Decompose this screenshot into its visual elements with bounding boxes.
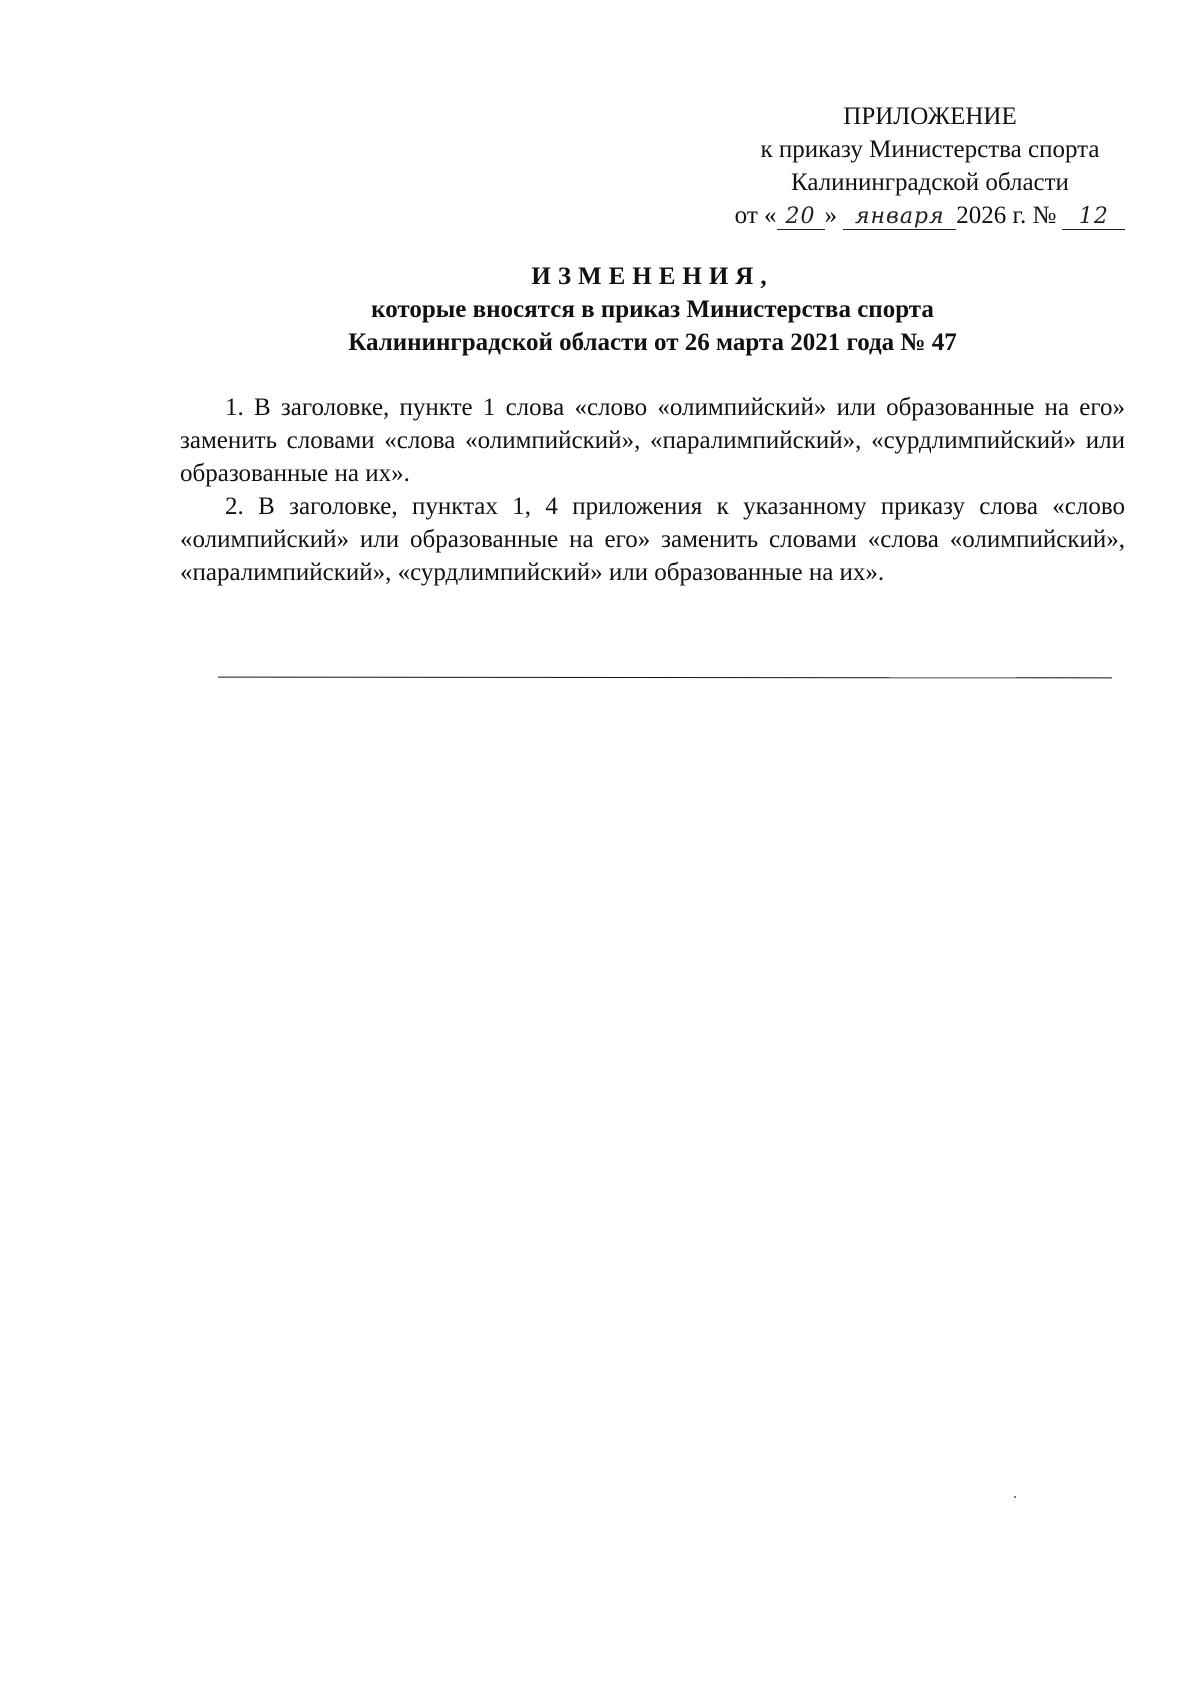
appendix-header [705, 100, 1155, 232]
appendix-title: ПРИЛОЖЕНИЕ [843, 103, 1017, 130]
appendix-region: Калининградской области [791, 169, 1069, 196]
date-year: 2026 г. № [956, 202, 1057, 229]
document-body [180, 391, 1125, 589]
title-subline-2: Калининградской области от 26 марта 2021 года № 47 [348, 329, 957, 356]
handwritten-month: января [843, 205, 956, 230]
paragraph-2: 2. В заголовке, пунктах 1, 4 приложения к указанному приказу слова «слово «олимпийский» или образованные на его» заменить словами «слова «олимпийский», «паралимпийский», «сурдлимпийский» или образованные на их». [180, 493, 1125, 586]
document-title [180, 260, 1125, 359]
title-subline-1: которые вносятся в приказ Министерства спорта [371, 296, 934, 323]
scan-speck [1014, 1496, 1016, 1498]
appendix-order-ref: к приказу Министерства спорта [760, 136, 1100, 163]
handwritten-order-number: 12 [1062, 205, 1125, 230]
title-heading: ИЗМЕНЕНИЯ, [531, 263, 774, 290]
paragraph-1: 1. В заголовке, пункте 1 слова «слово «олимпийский» или образованные на его» заменить словами «слова «олимпийский», «паралимпийский», «сурдлимпийский» или образованные на их». [180, 394, 1125, 487]
date-prefix: от « [734, 202, 777, 229]
handwritten-day: 20 [777, 205, 825, 230]
appendix-date-line [705, 199, 1155, 232]
date-mid: » [824, 202, 838, 229]
end-divider [218, 677, 1112, 679]
